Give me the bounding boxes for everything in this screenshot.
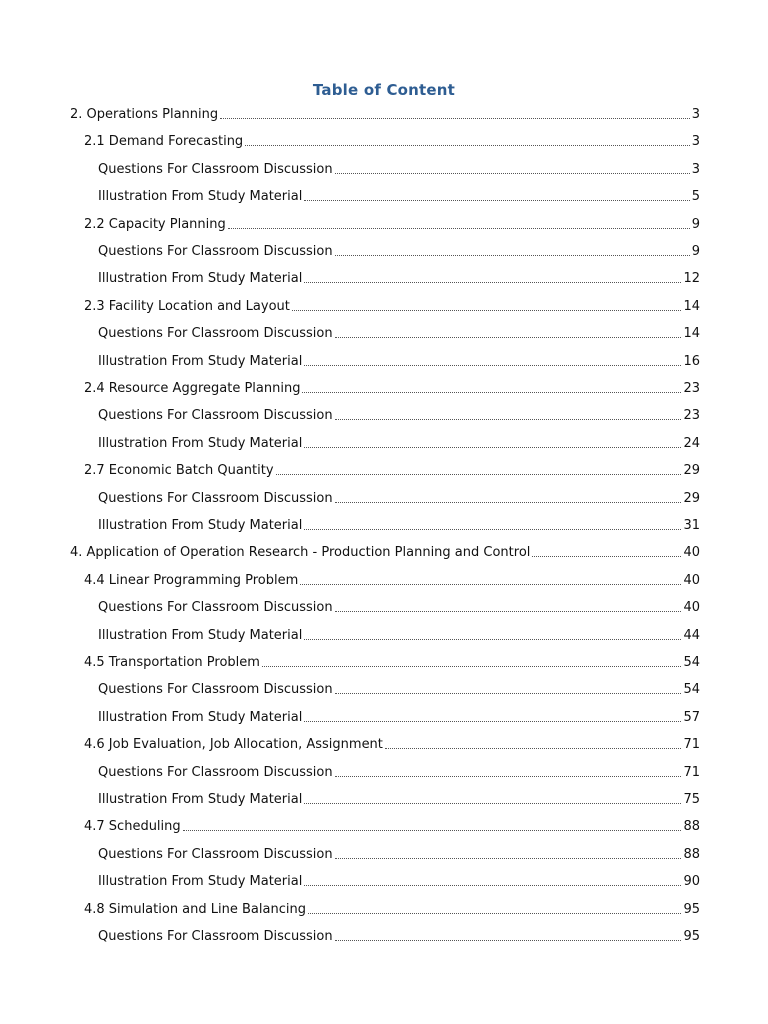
toc-entry[interactable] — [84, 457, 700, 479]
toc-entry[interactable] — [98, 430, 700, 452]
toc-dot-leader — [335, 255, 690, 256]
toc-dot-leader — [183, 830, 682, 831]
toc-dot-leader — [302, 392, 681, 393]
toc-entry[interactable] — [98, 348, 700, 370]
toc-entry-page-number: 3 — [691, 134, 700, 150]
toc-entry[interactable] — [98, 868, 700, 890]
toc-entry-label: 2.1 Demand Forecasting — [84, 134, 244, 150]
toc-entry[interactable] — [84, 211, 700, 233]
toc-dot-leader — [335, 776, 682, 777]
toc-dot-leader — [304, 803, 681, 804]
toc-entry-label: Illustration From Study Material — [98, 271, 303, 287]
toc-entry-label: Illustration From Study Material — [98, 353, 303, 369]
toc-entry-page-number: 88 — [683, 846, 700, 862]
toc-entry[interactable] — [84, 813, 700, 835]
toc-dot-leader — [335, 858, 682, 859]
toc-dot-leader — [304, 529, 681, 530]
toc-dot-leader — [335, 173, 690, 174]
toc-entry-page-number: 23 — [683, 381, 700, 396]
toc-dot-leader — [335, 502, 682, 503]
toc-dot-leader — [220, 118, 690, 119]
toc-entry-page-number: 14 — [683, 298, 700, 314]
toc-dot-leader — [304, 282, 681, 283]
toc-entry-label: Questions For Classroom Discussion — [98, 682, 333, 698]
toc-entry-label: Questions For Classroom Discussion — [98, 161, 333, 177]
toc-entry[interactable] — [98, 622, 700, 644]
toc-entry-page-number: 40 — [683, 545, 700, 561]
toc-dot-leader — [292, 310, 682, 311]
toc-entry-label: Questions For Classroom Discussion — [98, 490, 333, 506]
toc-entry-page-number: 95 — [683, 929, 700, 944]
toc-dot-leader — [304, 885, 681, 886]
toc-entry-label: Questions For Classroom Discussion — [98, 326, 333, 342]
toc-dot-leader — [304, 365, 681, 366]
toc-entry-label: 4. Application of Operation Research - Production Planning and Control — [70, 545, 531, 561]
toc-entry[interactable] — [98, 704, 700, 726]
toc-entry-page-number: 24 — [683, 435, 700, 451]
toc-entry-page-number: 29 — [683, 490, 700, 506]
toc-entry-page-number: 40 — [683, 572, 700, 588]
toc-entry-label: Illustration From Study Material — [98, 792, 303, 807]
toc-entry[interactable] — [98, 759, 700, 781]
toc-entry[interactable] — [70, 101, 700, 123]
toc-dot-leader — [262, 666, 681, 667]
toc-dot-leader — [335, 693, 682, 694]
toc-dot-leader — [304, 200, 689, 201]
toc-entry-page-number: 71 — [683, 764, 700, 780]
toc-entry-page-number: 9 — [691, 216, 700, 232]
toc-entry-label: 4.8 Simulation and Line Balancing — [84, 901, 306, 917]
toc-entry-page-number: 3 — [691, 107, 700, 122]
toc-entry-label: 2. Operations Planning — [70, 107, 219, 122]
toc-entry-page-number: 3 — [691, 161, 700, 177]
toc-entry-page-number: 54 — [683, 655, 700, 670]
toc-entry[interactable] — [98, 402, 700, 424]
toc-entry[interactable] — [84, 375, 700, 397]
toc-dot-leader — [335, 337, 682, 338]
toc-entry[interactable] — [98, 676, 700, 698]
toc-entry-label: Questions For Classroom Discussion — [98, 929, 333, 944]
toc-entry-page-number: 31 — [683, 518, 700, 533]
toc-entry[interactable] — [98, 156, 700, 178]
toc-entry[interactable] — [98, 594, 700, 616]
toc-entry-page-number: 44 — [683, 627, 700, 643]
toc-entry-page-number: 75 — [683, 792, 700, 807]
toc-entry[interactable] — [98, 320, 700, 342]
toc-entry-label: Illustration From Study Material — [98, 189, 303, 205]
toc-dot-leader — [300, 584, 681, 585]
toc-entry-page-number: 29 — [683, 463, 700, 479]
toc-dot-leader — [304, 639, 681, 640]
toc-dot-leader — [245, 145, 690, 146]
toc-entry-label: 4.4 Linear Programming Problem — [84, 572, 299, 588]
toc-dot-leader — [335, 940, 682, 941]
toc-dot-leader — [335, 611, 682, 612]
toc-entry-page-number: 57 — [683, 709, 700, 725]
toc-entry-label: Illustration From Study Material — [98, 627, 303, 643]
toc-entry-label: Questions For Classroom Discussion — [98, 764, 333, 780]
toc-entry-label: Questions For Classroom Discussion — [98, 846, 333, 862]
toc-entry-page-number: 40 — [683, 600, 700, 616]
toc-entry-label: Illustration From Study Material — [98, 518, 303, 533]
toc-entry-label: Illustration From Study Material — [98, 435, 303, 451]
toc-dot-leader — [532, 556, 681, 557]
toc-entry-label: 2.2 Capacity Planning — [84, 216, 226, 232]
toc-entry-label: 4.5 Transportation Problem — [84, 655, 260, 670]
toc-entry[interactable] — [98, 841, 700, 863]
toc-entry-label: Questions For Classroom Discussion — [98, 600, 333, 616]
toc-entry-label: Questions For Classroom Discussion — [98, 244, 333, 259]
toc-entry-label: Illustration From Study Material — [98, 709, 303, 725]
toc-entry[interactable] — [70, 539, 700, 561]
toc-dot-leader — [335, 419, 682, 420]
toc-entry-label: 2.3 Facility Location and Layout — [84, 298, 290, 314]
toc-dot-leader — [304, 447, 681, 448]
toc-entry-label: 4.6 Job Evaluation, Job Allocation, Assignment — [84, 737, 383, 753]
toc-entry-page-number: 95 — [683, 901, 700, 917]
toc-entry-page-number: 88 — [683, 819, 700, 835]
toc-entry-page-number: 14 — [683, 326, 700, 342]
toc-dot-leader — [228, 228, 690, 229]
toc-dot-leader — [304, 721, 681, 722]
toc-entry-page-number: 12 — [683, 271, 700, 287]
toc-dot-leader — [308, 913, 682, 914]
toc-entry[interactable] — [98, 923, 700, 945]
toc-entry-page-number: 23 — [683, 408, 700, 424]
toc-entry[interactable] — [98, 183, 700, 205]
toc-entry[interactable] — [98, 786, 700, 808]
toc-entry-page-number: 71 — [683, 737, 700, 753]
toc-entry[interactable] — [98, 238, 700, 260]
toc-entry-label: 4.7 Scheduling — [84, 819, 181, 835]
toc-entry-label: Questions For Classroom Discussion — [98, 408, 333, 424]
toc-entry-page-number: 16 — [683, 353, 700, 369]
toc-dot-leader — [385, 748, 682, 749]
toc-entry[interactable] — [84, 649, 700, 671]
toc-entry[interactable] — [98, 512, 700, 534]
toc-entry-page-number: 54 — [683, 682, 700, 698]
toc-entry[interactable] — [84, 293, 700, 315]
toc-entry-label: Illustration From Study Material — [98, 874, 303, 890]
toc-entry[interactable] — [84, 896, 700, 918]
toc-entry[interactable] — [84, 128, 700, 150]
toc-entry[interactable] — [98, 485, 700, 507]
toc-entry-page-number: 9 — [691, 244, 700, 259]
toc-title: Table of Content — [312, 81, 456, 99]
toc-entry-page-number: 5 — [691, 189, 700, 205]
toc-entry[interactable] — [84, 567, 700, 589]
toc-entry[interactable] — [98, 265, 700, 287]
toc-entry-page-number: 90 — [683, 874, 700, 890]
toc-entry[interactable] — [84, 731, 700, 753]
toc-entry-label: 2.4 Resource Aggregate Planning — [84, 381, 301, 396]
toc-entry-label: 2.7 Economic Batch Quantity — [84, 463, 274, 479]
toc-dot-leader — [276, 474, 682, 475]
